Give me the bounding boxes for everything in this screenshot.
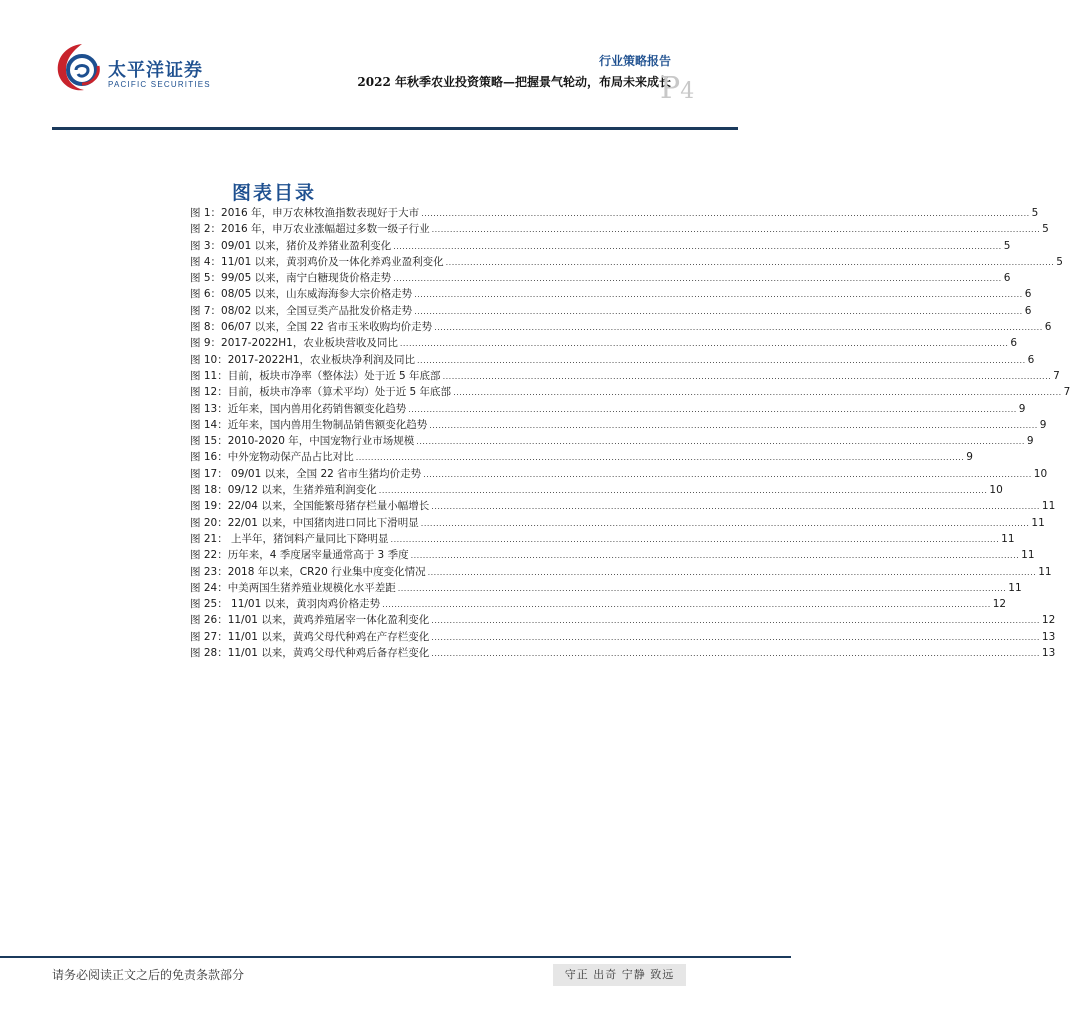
toc-leader-dots: ........................................................................................................................................................................................................ [442, 371, 1052, 381]
page-number-mark [660, 71, 695, 107]
toc-entry[interactable] [190, 466, 1048, 482]
toc-entry[interactable] [190, 596, 1007, 612]
toc-entry[interactable] [190, 515, 1045, 531]
toc-entry-label: 图 25： 11/01 以来，黄羽肉鸡价格走势 [190, 598, 381, 611]
toc-entry[interactable] [190, 531, 1015, 547]
report-title: 2022 年秋季农业投资策略—把握景气轮动，布局未来成长 [357, 75, 671, 89]
toc-entry-page: 6 [1003, 272, 1011, 285]
toc-leader-dots: ........................................................................................................................................................................................................ [453, 388, 1062, 398]
toc-entry-label: 图 21： 上半年，猪饲料产量同比下降明显 [190, 532, 389, 545]
toc-leader-dots: ........................................................................................................................................................................................................ [393, 274, 1002, 284]
toc-entry-label: 图 16：中外宠物动保产品占比对比 [190, 451, 354, 464]
toc-leader-dots: ........................................................................................................................................................................................................ [414, 290, 1023, 300]
toc-entry-page: 5 [1056, 255, 1063, 268]
toc-entry-page: 10 [1033, 467, 1048, 480]
toc-entry-label: 图 26：11/01 以来，黄鸡养殖屠宰一体化盈利变化 [190, 614, 430, 627]
toc-entry-page: 9 [1026, 435, 1034, 448]
toc-entry-page: 6 [1024, 288, 1032, 301]
page-number: 4 [680, 79, 695, 104]
company-logo [52, 40, 212, 96]
toc-leader-dots: ........................................................................................................................................................................................................ [423, 469, 1032, 479]
toc-entry-label: 图 22：历年来，4 季度屠宰量通常高于 3 季度 [190, 549, 409, 562]
toc-entry-label: 图 18：09/12 以来，生猪养殖利润变化 [190, 484, 377, 497]
toc-entry-page: 11 [1008, 581, 1022, 594]
toc-entry-label: 图 9：2017-2022H1，农业板块营收及同比 [190, 337, 398, 350]
toc-entry-label: 图 17： 09/01 以来，全国 22 省市生猪均价走势 [190, 467, 422, 480]
footer-divider [0, 956, 791, 958]
toc-leader-dots: ........................................................................................................................................................................................................ [421, 209, 1030, 218]
toc-leader-dots: ........................................................................................................................................................................................................ [355, 453, 965, 463]
toc-leader-dots: ........................................................................................................................................................................................................ [390, 534, 1000, 544]
toc-leader-dots: ........................................................................................................................................................................................................ [417, 355, 1026, 365]
toc-entry-label: 图 14：近年来，国内兽用生物制品销售额变化趋势 [190, 418, 428, 431]
toc-entry[interactable] [190, 352, 1035, 368]
toc-entry-page: 6 [1044, 321, 1052, 334]
toc-entry-label: 图 19：22/04 以来，全国能繁母猪存栏量小幅增长 [190, 500, 430, 513]
toc-entry-label: 图 8：06/07 以来，全国 22 省市玉米收购均价走势 [190, 321, 433, 334]
toc-entry-page: 9 [1018, 402, 1026, 415]
toc-entry-label: 图 3：09/01 以来，猪价及养猪业盈利变化 [190, 239, 392, 252]
toc-entry[interactable] [190, 254, 1063, 270]
toc-entry-label: 图 13：近年来，国内兽用化药销售额变化趋势 [190, 402, 407, 415]
company-motto: 守正 出奇 宁静 致远 [553, 964, 686, 986]
toc-entry[interactable] [190, 449, 973, 465]
toc-leader-dots: ........................................................................................................................................................................................................ [431, 616, 1040, 626]
toc-entry-label: 图 27：11/01 以来，黄鸡父母代种鸡在产存栏变化 [190, 630, 430, 643]
toc-entry-label: 图 5：99/05 以来，南宁白糖现货价格走势 [190, 272, 392, 285]
toc-leader-dots: ........................................................................................................................................................................................................ [416, 437, 1025, 447]
toc-entry-page: 5 [1003, 239, 1011, 252]
toc-entry-page: 6 [1024, 304, 1032, 317]
toc-heading: 图表目录 [232, 182, 317, 204]
toc-leader-dots: ........................................................................................................................................................................................................ [427, 567, 1037, 577]
disclaimer-note: 请务必阅读正文之后的免责条款部分 [52, 968, 245, 982]
toc-leader-dots: ........................................................................................................................................................................................................ [445, 257, 1055, 267]
toc-entry-page: 11 [1021, 549, 1035, 562]
toc-entry-label: 图 28：11/01 以来，黄鸡父母代种鸡后备存栏变化 [190, 647, 430, 660]
toc-entry[interactable] [190, 319, 1052, 335]
toc-entry[interactable] [190, 629, 1056, 645]
toc-entry[interactable] [190, 270, 1011, 286]
toc-entry[interactable] [190, 547, 1035, 563]
toc-entry-label: 图 10：2017-2022H1，农业板块净利润及同比 [190, 353, 416, 366]
toc-leader-dots: ........................................................................................................................................................................................................ [414, 306, 1023, 316]
toc-leader-dots: ........................................................................................................................................................................................................ [431, 632, 1040, 642]
toc-entry-label: 图 20：22/01 以来，中国猪肉进口同比下滑明显 [190, 516, 419, 529]
toc-leader-dots: ........................................................................................................................................................................................................ [393, 241, 1002, 251]
toc-entry-label: 图 12：目前，板块市净率（算术平均）处于近 5 年底部 [190, 386, 452, 399]
toc-entry[interactable] [190, 205, 1039, 221]
toc-entry-page: 12 [1041, 614, 1056, 627]
toc-leader-dots: ........................................................................................................................................................................................................ [378, 486, 988, 496]
toc-leader-dots: ........................................................................................................................................................................................................ [431, 502, 1040, 512]
toc-entry-label: 图 7：08/02 以来，全国豆类产品批发价格走势 [190, 304, 413, 317]
header-divider [52, 127, 738, 130]
toc-entry-label: 图 23：2018 年以来，CR20 行业集中度变化情况 [190, 565, 426, 578]
toc-entry[interactable] [190, 498, 1056, 514]
toc-entry[interactable] [190, 564, 1052, 580]
toc-entry[interactable] [190, 433, 1034, 449]
toc-leader-dots: ........................................................................................................................................................................................................ [431, 649, 1040, 659]
toc-entry-label: 图 24：中美两国生猪养殖业规模化水平差距 [190, 581, 396, 594]
toc-entry[interactable] [190, 401, 1026, 417]
toc-entry[interactable] [190, 482, 1003, 498]
toc-entry-page: 11 [1001, 532, 1015, 545]
toc-entry[interactable] [190, 238, 1011, 254]
toc-entry-label: 图 4：11/01 以来，黄羽鸡价及一体化养鸡业盈利变化 [190, 255, 444, 268]
toc-entry[interactable] [190, 286, 1032, 302]
toc-entry[interactable] [190, 645, 1056, 661]
toc-entry-page: 11 [1041, 500, 1056, 513]
toc-entry-label: 图 2：2016 年，申万农业涨幅超过多数一级子行业 [190, 223, 430, 236]
toc-leader-dots: ........................................................................................................................................................................................................ [410, 551, 1020, 561]
toc-entry[interactable] [190, 368, 1060, 384]
logo-chinese-name: 太平洋证券 [108, 60, 203, 81]
toc-entry-label: 图 6：08/05 以来，山东威海海参大宗价格走势 [190, 288, 413, 301]
toc-leader-dots: ........................................................................................................................................................................................................ [420, 518, 1030, 528]
toc-entry-page: 5 [1031, 207, 1039, 219]
toc-entry-page: 10 [989, 484, 1003, 497]
toc-entry-label: 图 1：2016 年，申万农林牧渔指数表现好于大市 [190, 207, 420, 219]
toc-entry[interactable] [190, 612, 1056, 628]
toc-leader-dots: ........................................................................................................................................................................................................ [431, 225, 1041, 235]
toc-entry-label: 图 15：2010-2020 年，中国宠物行业市场规模 [190, 435, 415, 448]
toc-entry-page: 13 [1041, 647, 1056, 660]
toc-entry-page: 11 [1038, 565, 1052, 578]
toc-entry-label: 图 11：目前，板块市净率（整体法）处于近 5 年底部 [190, 369, 441, 382]
toc-entry-page: 9 [1039, 418, 1047, 431]
toc-entry-page: 7 [1053, 369, 1060, 382]
toc-list [190, 205, 1070, 661]
toc-leader-dots: ........................................................................................................................................................................................................ [382, 600, 991, 610]
toc-entry-page: 6 [1010, 337, 1018, 350]
toc-entry[interactable] [190, 335, 1018, 351]
toc-entry-page: 7 [1063, 386, 1070, 399]
page-letter: P [660, 71, 681, 106]
toc-entry-page: 9 [966, 451, 973, 464]
toc-entry-page: 12 [992, 598, 1007, 611]
toc-entry[interactable] [190, 221, 1049, 237]
toc-entry-page: 5 [1042, 223, 1049, 236]
toc-entry[interactable] [190, 417, 1047, 433]
toc-entry-page: 6 [1027, 353, 1035, 366]
toc-leader-dots: ........................................................................................................................................................................................................ [399, 339, 1009, 349]
toc-leader-dots: ........................................................................................................................................................................................................ [397, 583, 1007, 593]
toc-entry-page: 11 [1031, 516, 1045, 529]
toc-entry[interactable] [190, 580, 1022, 596]
toc-leader-dots: ........................................................................................................................................................................................................ [408, 404, 1017, 414]
report-type: 行业策略报告 [598, 54, 671, 68]
toc-entry[interactable] [190, 384, 1070, 400]
logo-english-name: PACIFIC SECURITIES [108, 80, 211, 89]
toc-entry[interactable] [190, 303, 1032, 319]
toc-leader-dots: ........................................................................................................................................................................................................ [429, 420, 1038, 430]
toc-leader-dots: ........................................................................................................................................................................................................ [434, 323, 1043, 333]
toc-entry-page: 13 [1041, 630, 1056, 643]
pacific-securities-logo-icon [52, 40, 104, 96]
